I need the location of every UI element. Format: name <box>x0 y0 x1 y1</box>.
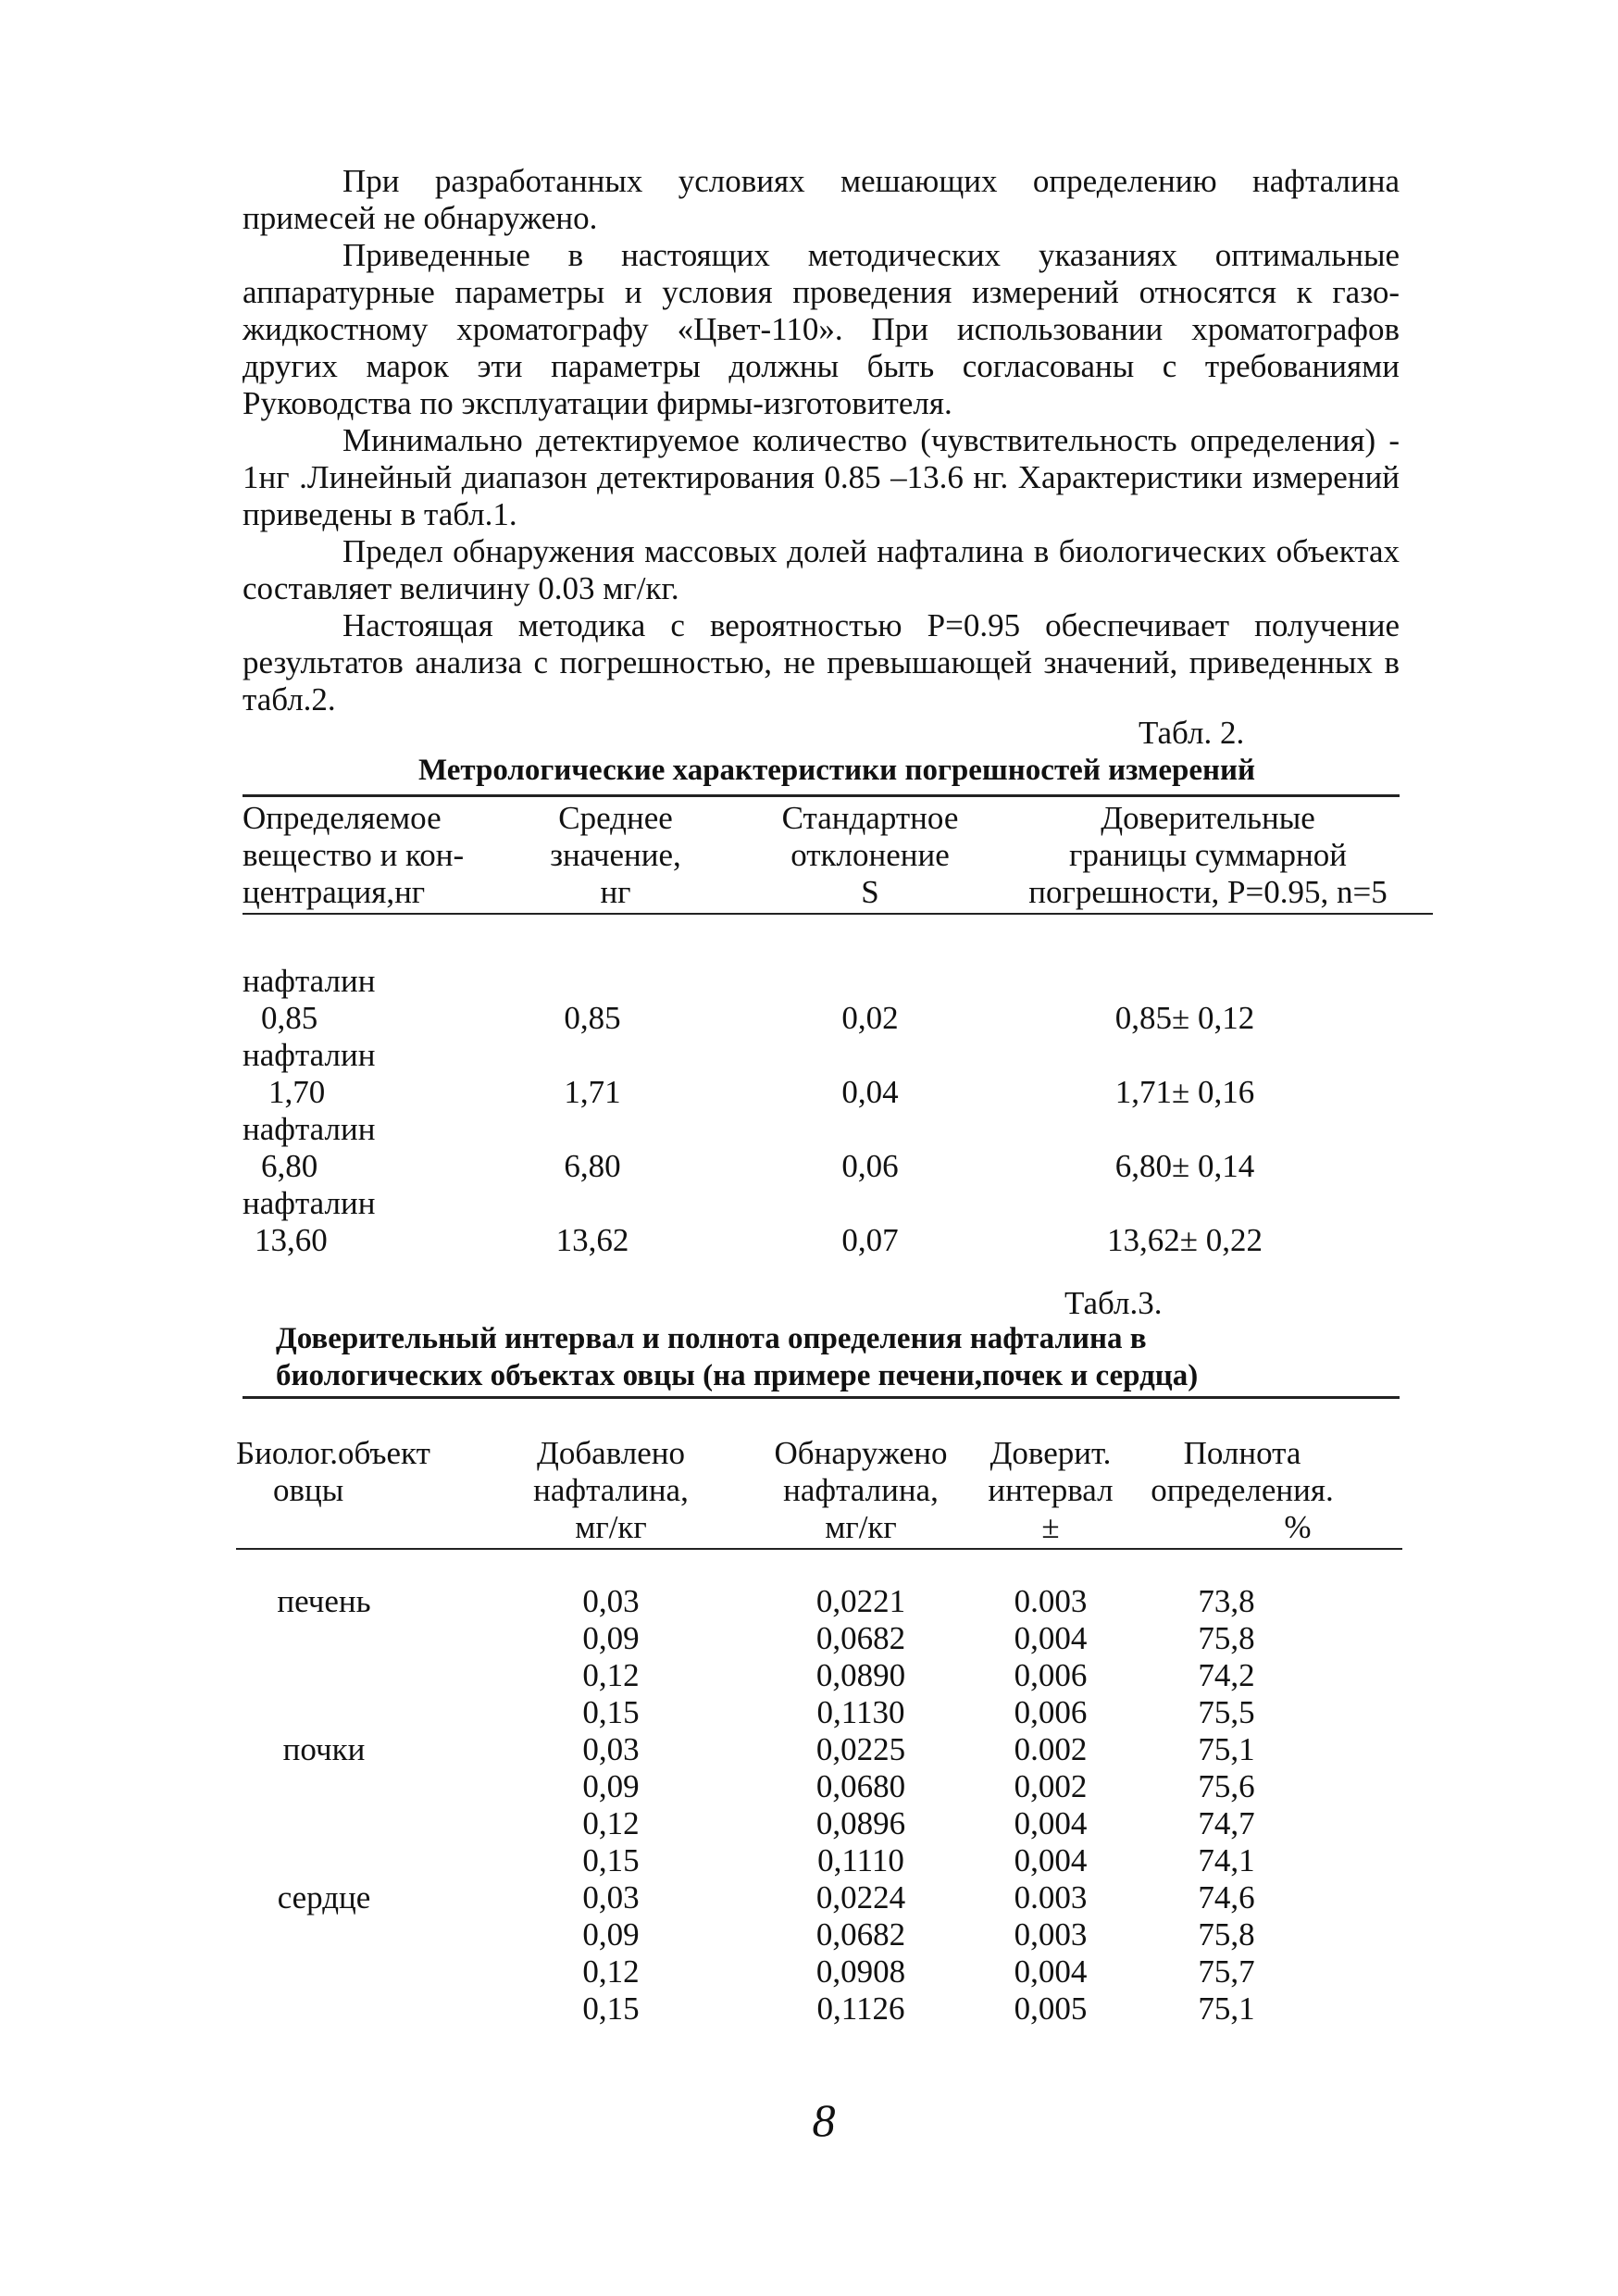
table-3-found: 0,0225 <box>815 1731 906 1767</box>
table-2-header-col2: Среднее значение, нг <box>550 800 681 910</box>
table-2-number: Табл. 2. <box>1139 715 1245 751</box>
table-3-added: 0,15 <box>582 1990 640 2027</box>
table-3-found: 0,0682 <box>815 1916 906 1953</box>
table-2-substance: нафталин <box>243 963 376 999</box>
paragraph-1: При разработанных условиях мешающих определению нафталина примесей не обнаружено. <box>243 163 1400 236</box>
paragraph-3: Минимально детектируемое количество (чувствительность определения) - 1нг .Линейный диапазон детектирования 0.85 –13.6 нг. Характеристики измерений приведены в табл.1. <box>243 422 1400 532</box>
table-3-ci: 0.002 <box>1014 1731 1088 1767</box>
table-3-found: 0,0682 <box>815 1620 906 1656</box>
table-3-top-rule <box>243 1396 1400 1399</box>
table-3-object: печень <box>277 1583 371 1619</box>
table-2-conc: 0,85 <box>261 1000 318 1036</box>
table-2-sd: 0,06 <box>841 1148 899 1184</box>
table-3-compl: 75,8 <box>1198 1620 1255 1656</box>
table-2-sd: 0,04 <box>841 1074 899 1110</box>
table-2-conc: 1,70 <box>268 1074 326 1110</box>
table-3-found: 0,0890 <box>815 1657 906 1693</box>
table-3-object: почки <box>282 1731 366 1767</box>
table-3-added: 0,15 <box>582 1694 640 1730</box>
table-3-added: 0,09 <box>582 1620 640 1656</box>
table-3-number: Табл.3. <box>1064 1285 1163 1321</box>
table-3-ci: 0,004 <box>1014 1620 1088 1656</box>
table-3-header-col1: Биолог.объект овцы <box>236 1435 430 1508</box>
table-3-compl: 74,6 <box>1198 1879 1255 1915</box>
paragraph-5: Настоящая методика с вероятностью Р=0.95 обеспечивает получение результатов анализа с погрешностью, не превышающей значений, приведенных в табл.2. <box>243 607 1400 718</box>
table-2-mean: 13,62 <box>555 1222 629 1258</box>
table-3-added: 0,12 <box>582 1657 640 1693</box>
table-2-substance: нафталин <box>243 1185 376 1221</box>
table-3-compl: 74,2 <box>1198 1657 1255 1693</box>
table-3-found: 0,0896 <box>815 1805 906 1841</box>
table-2-substance: нафталин <box>243 1037 376 1073</box>
table-3-found: 0,0221 <box>815 1583 906 1619</box>
page-number: 8 <box>812 2094 836 2146</box>
table-3-compl: 74,1 <box>1198 1842 1255 1878</box>
table-2-header-col3: Стандартное отклонение S <box>781 800 959 910</box>
table-3-header-col2: Добавлено нафталина, мг/кг <box>533 1435 689 1545</box>
table-3-found: 0,1130 <box>816 1694 905 1730</box>
table-3-added: 0,03 <box>582 1731 640 1767</box>
table-3-ci: 0.003 <box>1014 1583 1088 1619</box>
table-3-compl: 73,8 <box>1198 1583 1255 1619</box>
table-3-title-line1: Доверительный интервал и полнота определения нафталина в <box>276 1322 1147 1355</box>
table-3-title-line2: биологических объектах овцы (на примере печени,почек и сердца) <box>276 1359 1199 1392</box>
table-2-ci: 13,62± 0,22 <box>1107 1222 1263 1258</box>
table-3-added: 0,09 <box>582 1916 640 1953</box>
table-2-ci: 6,80± 0,14 <box>1114 1148 1255 1184</box>
table-3-found: 0,1110 <box>817 1842 904 1878</box>
table-3-ci: 0,002 <box>1014 1768 1088 1804</box>
table-2-top-rule <box>243 794 1400 797</box>
table-2-conc: 13,60 <box>255 1222 328 1258</box>
table-3-compl: 75,1 <box>1198 1990 1255 2027</box>
table-3-ci: 0,005 <box>1014 1990 1088 2027</box>
table-3-found: 0,0224 <box>815 1879 906 1915</box>
table-2-mean: 1,71 <box>564 1074 621 1110</box>
table-3-compl: 75,6 <box>1198 1768 1255 1804</box>
table-3-ci: 0,006 <box>1014 1657 1088 1693</box>
table-3-ci: 0,004 <box>1014 1953 1088 1990</box>
table-3-compl: 75,7 <box>1198 1953 1255 1990</box>
table-2-header-rule <box>243 913 1433 915</box>
table-2-title: Метрологические характеристики погрешностей измерений <box>418 754 1256 787</box>
table-3-added: 0,03 <box>582 1583 640 1619</box>
table-2-header-col1: Определяемое вещество и кон- центрация,нг <box>243 800 465 910</box>
paragraph-2: Приведенные в настоящих методических указаниях оптимальные аппаратурные параметры и условия проведения измерений относятся к газо-жидкостному хроматографу «Цвет-110». При использовании хроматографов других марок эти параметры должны быть согласованы с требованиями Руководства по эксплуатации фирмы-изготовителя. <box>243 237 1400 421</box>
table-3-header-rule <box>236 1548 1402 1550</box>
table-3-ci: 0.003 <box>1014 1879 1088 1915</box>
table-3-added: 0,09 <box>582 1768 640 1804</box>
table-2-conc: 6,80 <box>261 1148 318 1184</box>
table-3-added: 0,12 <box>582 1953 640 1990</box>
table-2-sd: 0,07 <box>841 1222 899 1258</box>
table-3-compl: 75,1 <box>1198 1731 1255 1767</box>
table-3-ci: 0,006 <box>1014 1694 1088 1730</box>
table-3-compl: 74,7 <box>1198 1805 1255 1841</box>
table-3-ci: 0,003 <box>1014 1916 1088 1953</box>
table-3-ci: 0,004 <box>1014 1805 1088 1841</box>
table-3-header-col3: Обнаружено нафталина, мг/кг <box>774 1435 948 1545</box>
table-3-header-col5: Полнота определения. % <box>1151 1435 1334 1545</box>
table-3-compl: 75,8 <box>1198 1916 1255 1953</box>
table-3-found: 0,0680 <box>815 1768 906 1804</box>
table-3-compl: 75,5 <box>1198 1694 1255 1730</box>
table-2-substance: нафталин <box>243 1111 376 1147</box>
table-2-ci: 1,71± 0,16 <box>1114 1074 1255 1110</box>
table-2-ci: 0,85± 0,12 <box>1114 1000 1255 1036</box>
table-2-mean: 6,80 <box>564 1148 621 1184</box>
table-3-added: 0,03 <box>582 1879 640 1915</box>
table-2-header-col4: Доверительные границы суммарной погрешности, Р=0.95, n=5 <box>1028 800 1388 910</box>
table-3-added: 0,15 <box>582 1842 640 1878</box>
table-3-object: сердце <box>277 1879 371 1915</box>
table-3-added: 0,12 <box>582 1805 640 1841</box>
table-3-found: 0,0908 <box>815 1953 906 1990</box>
table-3-ci: 0,004 <box>1014 1842 1088 1878</box>
table-3-header-col4: Доверит. интервал ± <box>988 1435 1114 1545</box>
table-2-sd: 0,02 <box>841 1000 899 1036</box>
paragraph-4: Предел обнаружения массовых долей нафталина в биологических объектах составляет величину 0.03 мг/кг. <box>243 533 1400 606</box>
table-2-mean: 0,85 <box>564 1000 621 1036</box>
table-3-found: 0,1126 <box>816 1990 905 2027</box>
